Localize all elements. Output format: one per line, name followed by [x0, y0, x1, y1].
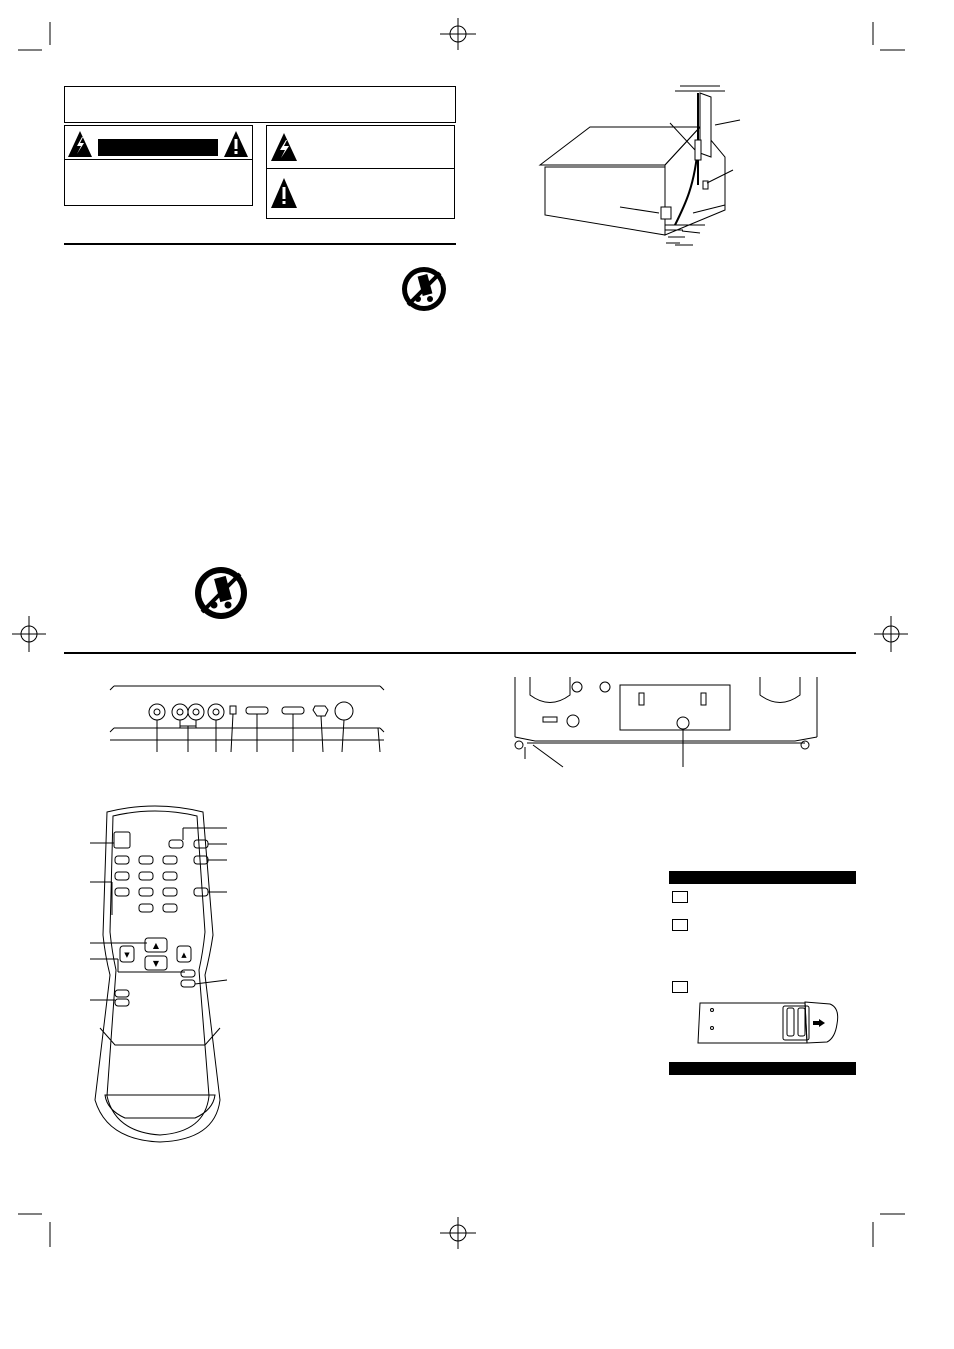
front-panel-diagram — [110, 680, 385, 760]
power-button — [114, 832, 130, 848]
attention-box — [266, 168, 455, 219]
up-arrow-icon: ▲ — [152, 941, 160, 950]
cart-warning-icon — [193, 565, 249, 621]
caution-box — [64, 125, 253, 206]
svg-text:▲: ▲ — [181, 951, 187, 959]
warning-header-box — [64, 86, 456, 123]
battery-header-bar — [669, 871, 856, 884]
lightning-bolt-icon — [270, 132, 298, 162]
battery-compartment-diagram — [695, 998, 845, 1048]
remote-control-diagram — [85, 800, 235, 1150]
antenna-grounding-diagram — [535, 85, 755, 255]
cart-warning-icon — [400, 265, 448, 313]
battery-footer-bar — [669, 1062, 856, 1075]
slide-arrow-icon — [813, 1019, 825, 1027]
rear-panel-diagram — [505, 675, 825, 765]
shock-warning-box — [266, 125, 455, 169]
section-divider-middle — [64, 652, 856, 654]
battery-step-1-box — [672, 891, 688, 903]
exclamation-icon — [270, 177, 298, 209]
battery-step-2-box — [672, 919, 688, 931]
svg-text:▼: ▼ — [124, 951, 130, 959]
lightning-bolt-icon — [67, 130, 93, 158]
exclamation-icon — [223, 130, 249, 158]
section-divider-top — [64, 243, 456, 245]
caution-label-bar — [98, 139, 218, 156]
down-arrow-icon: ▼ — [152, 959, 160, 968]
battery-step-3-box — [672, 981, 688, 993]
